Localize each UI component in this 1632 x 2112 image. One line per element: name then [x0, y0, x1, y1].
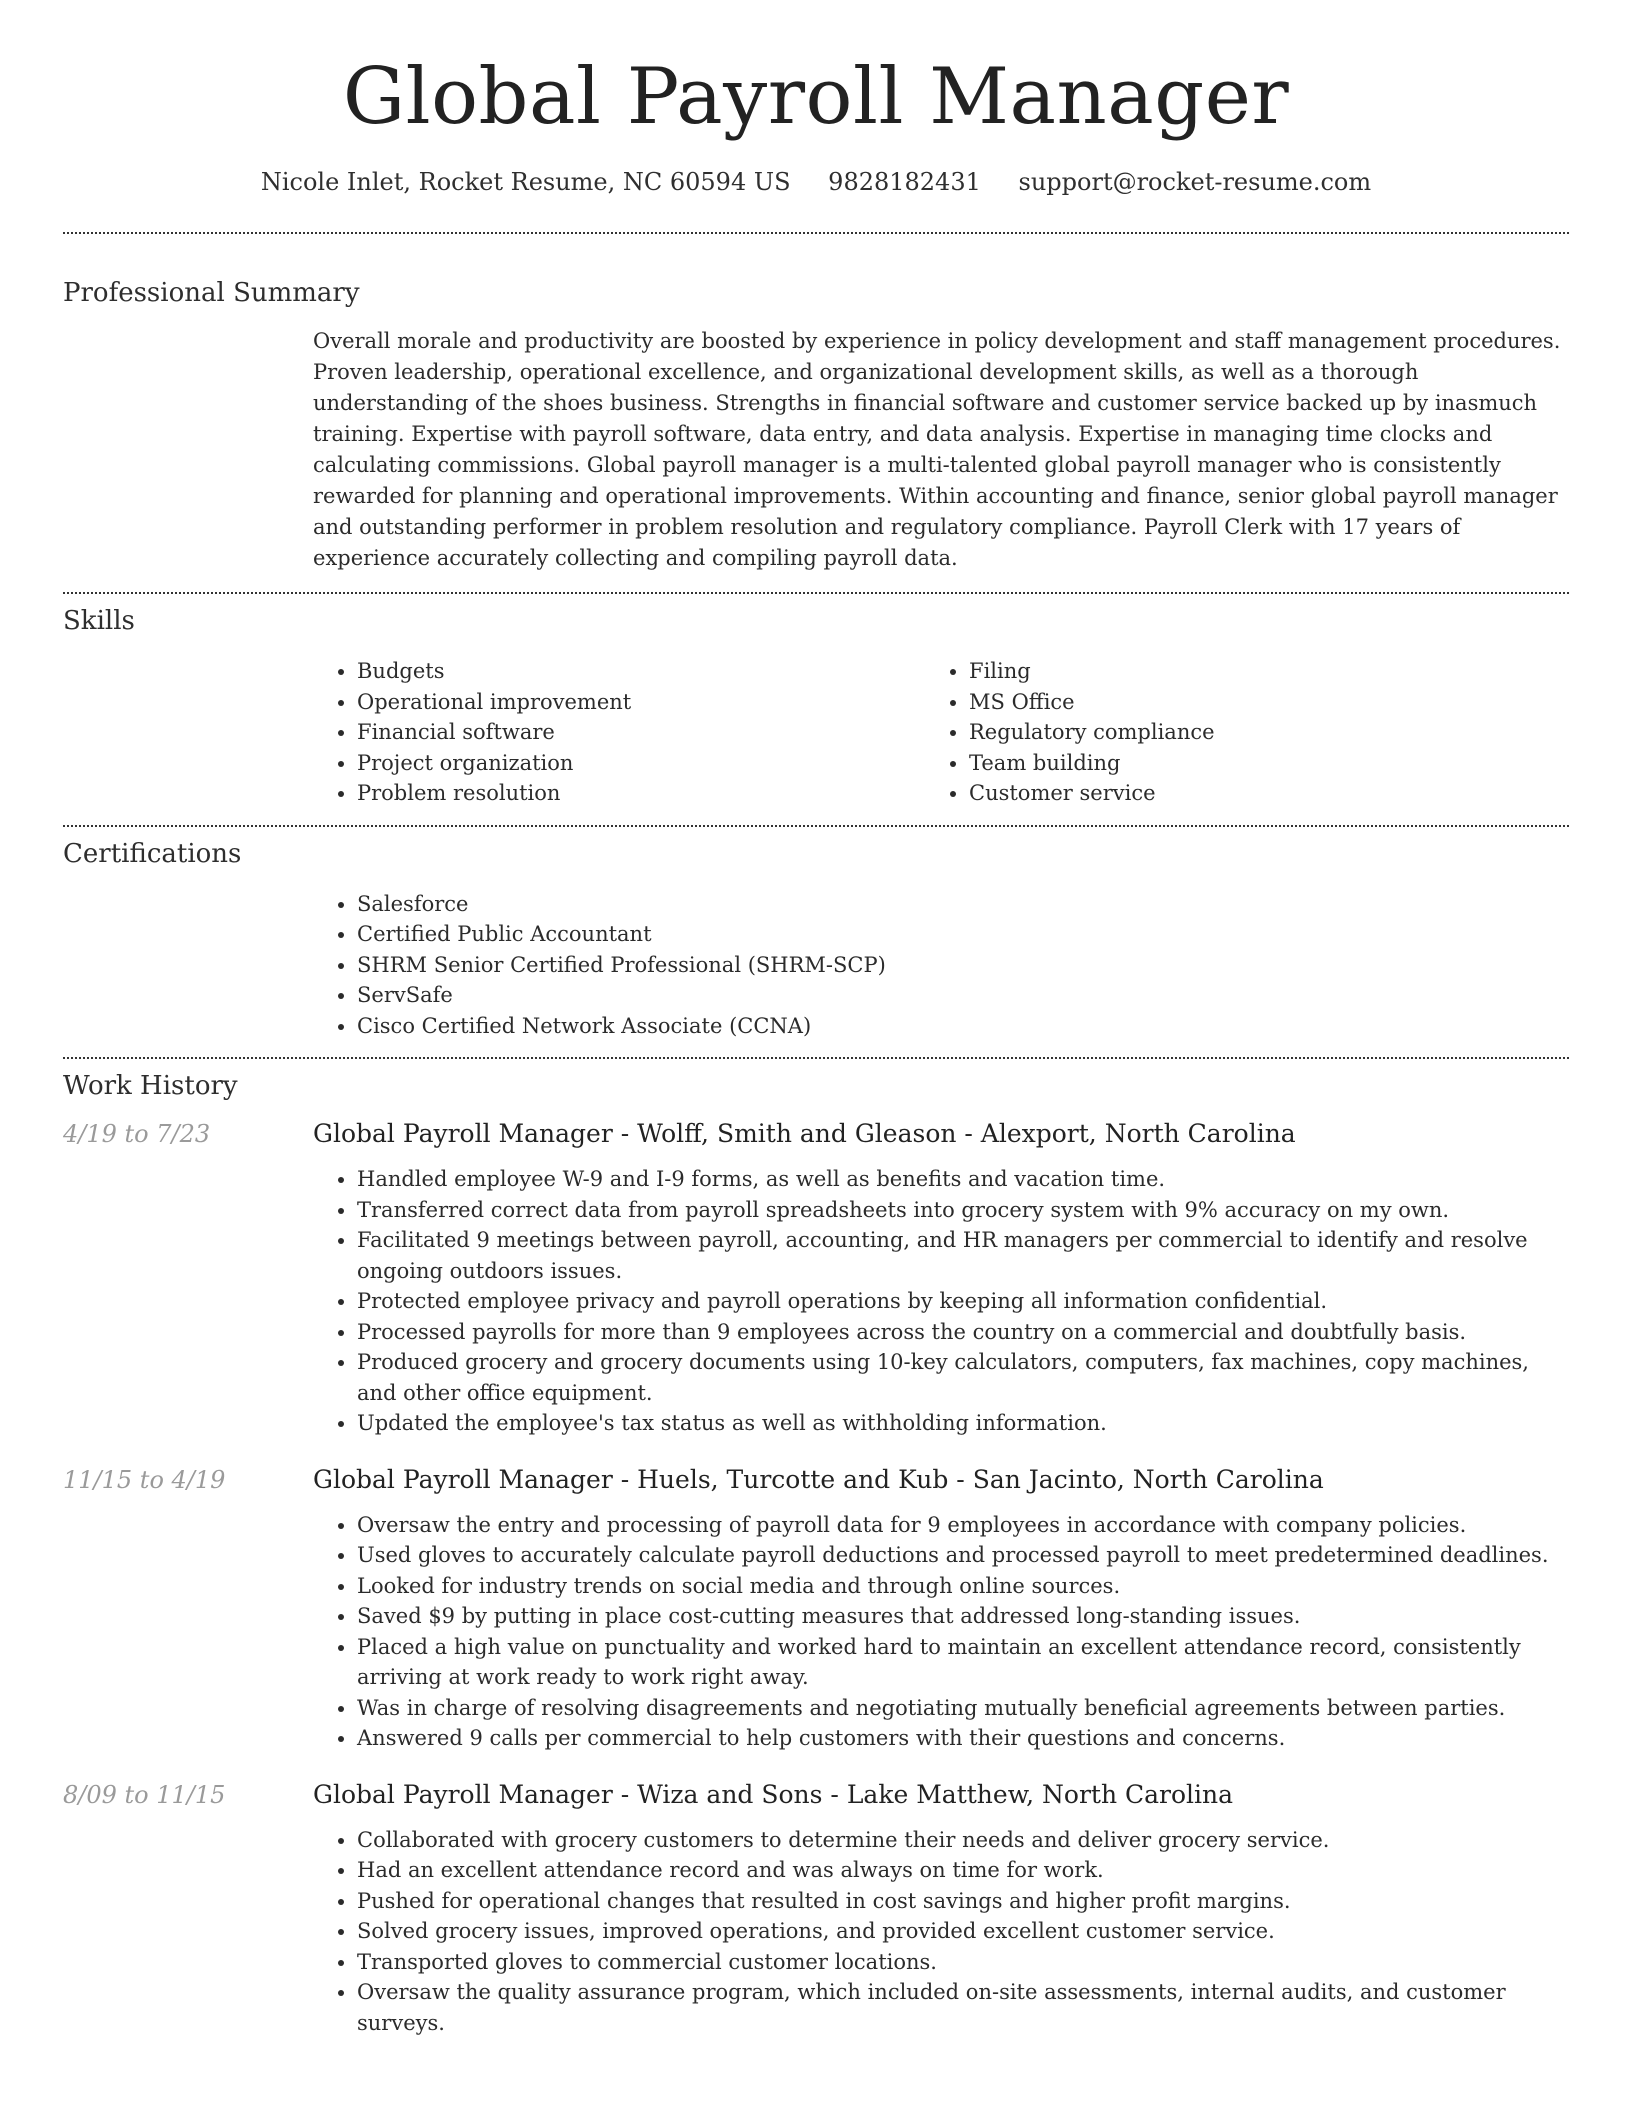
list-item: • Transferred correct data from payroll spreadsheets into grocery system with 9% accuracy on my own. — [357, 1195, 1569, 1226]
list-item: • Cisco Certified Network Associate (CCNA) — [357, 1011, 1569, 1042]
job-entry — [63, 1780, 1569, 2039]
contact-address: Nicole Inlet, Rocket Resume, NC 60594 US — [260, 168, 791, 196]
list-item: • Oversaw the entry and processing of payroll data for 9 employees in accordance with company policies. — [357, 1510, 1569, 1541]
section-divider — [63, 1057, 1569, 1059]
certifications-list — [313, 889, 1569, 1042]
list-item: • Saved $9 by putting in place cost-cutting measures that addressed long-standing issues. — [357, 1601, 1569, 1632]
list-item: • Answered 9 calls per commercial to help customers with their questions and concerns. — [357, 1723, 1569, 1754]
certifications-section — [63, 839, 1569, 1042]
list-item: • Operational improvement — [357, 687, 925, 718]
contact-phone: 9828182431 — [828, 168, 981, 196]
summary-heading: Professional Summary — [63, 278, 360, 308]
list-item: • Team building — [969, 748, 1537, 779]
list-item: • Solved grocery issues, improved operations, and provided excellent customer service. — [357, 1916, 1569, 1947]
list-item: • ServSafe — [357, 980, 1569, 1011]
job-dates: 11/15 to 4/19 — [63, 1465, 226, 1494]
list-item: • Updated the employee's tax status as well as withholding information. — [357, 1408, 1569, 1439]
job-bullets — [313, 1825, 1569, 2039]
list-item: • Budgets — [357, 656, 925, 687]
list-item: • Produced grocery and grocery documents using 10-key calculators, computers, fax machines, copy machines, and other office equipment. — [357, 1347, 1569, 1408]
list-item: • Regulatory compliance — [969, 717, 1537, 748]
list-item: • Used gloves to accurately calculate payroll deductions and processed payroll to meet predetermined deadlines. — [357, 1540, 1569, 1571]
list-item: • Placed a high value on punctuality and worked hard to maintain an excellent attendance record, consistently arriving at work ready to work right away. — [357, 1632, 1569, 1693]
list-item: • MS Office — [969, 687, 1537, 718]
skills-section — [63, 606, 1569, 809]
list-item: • Pushed for operational changes that resulted in cost savings and higher profit margins. — [357, 1886, 1569, 1917]
list-item: • Was in charge of resolving disagreements and negotiating mutually beneficial agreements between parties. — [357, 1693, 1569, 1724]
list-item: • Financial software — [357, 717, 925, 748]
job-title: Global Payroll Manager - Huels, Turcotte and Kub - San Jacinto, North Carolina — [313, 1464, 1324, 1494]
section-divider — [63, 592, 1569, 594]
summary-section — [63, 278, 1569, 574]
list-item: • Collaborated with grocery customers to determine their needs and deliver grocery service. — [357, 1825, 1569, 1856]
list-item: • Protected employee privacy and payroll operations by keeping all information confidential. — [357, 1286, 1569, 1317]
list-item: • Handled employee W-9 and I-9 forms, as well as benefits and vacation time. — [357, 1164, 1569, 1195]
skills-list-right — [925, 656, 1537, 809]
contact-line — [63, 168, 1569, 198]
contact-email: support@rocket-resume.com — [1018, 168, 1372, 196]
list-item: • Oversaw the quality assurance program, which included on-site assessments, internal audits, and customer surveys. — [357, 1977, 1569, 2038]
work-history-heading: Work History — [63, 1071, 238, 1101]
list-item: • Filing — [969, 656, 1537, 687]
job-title: Global Payroll Manager - Wiza and Sons - Lake Matthew, North Carolina — [313, 1779, 1234, 1809]
job-bullets — [313, 1510, 1569, 1754]
skills-heading: Skills — [63, 606, 135, 636]
work-history-section — [63, 1071, 1569, 2038]
list-item: • Salesforce — [357, 889, 1569, 920]
summary-text: Overall morale and productivity are boosted by experience in policy development and staff management procedures. Proven leadership, operational excellence, and organizational development skills, as well as a thorough understanding of the shoes business. Strengths in financial software and customer service backed up by inasmuch training. Expertise with payroll software, data entry, and data analysis. Expertise in managing time clocks and calculating commissions. Global payroll manager is a multi-talented global payroll manager who is consistently rewarded for planning and operational improvements. Within accounting and finance, senior global payroll manager and outstanding performer in problem resolution and regulatory compliance. Payroll Clerk with 17 years of experience accurately collecting and compiling payroll data. — [313, 329, 1561, 570]
job-entry — [63, 1465, 1569, 1754]
list-item: • Looked for industry trends on social media and through online sources. — [357, 1571, 1569, 1602]
certifications-heading: Certifications — [63, 838, 242, 869]
list-item: • Transported gloves to commercial customer locations. — [357, 1947, 1569, 1978]
list-item: • Certified Public Accountant — [357, 919, 1569, 950]
resume-name: Global Payroll Manager — [342, 52, 1290, 142]
list-item: • Had an excellent attendance record and was always on time for work. — [357, 1855, 1569, 1886]
job-dates: 4/19 to 7/23 — [63, 1120, 211, 1148]
list-item: • Facilitated 9 meetings between payroll, accounting, and HR managers per commercial to identify and resolve ongoing outdoors issues. — [357, 1225, 1569, 1286]
skills-list-left — [313, 656, 925, 809]
job-title: Global Payroll Manager - Wolff, Smith and Gleason - Alexport, North Carolina — [313, 1119, 1296, 1148]
job-entry — [63, 1119, 1569, 1439]
list-item: • Processed payrolls for more than 9 employees across the country on a commercial and doubtfully basis. — [357, 1317, 1569, 1348]
section-divider — [63, 232, 1569, 234]
job-dates: 8/09 to 11/15 — [63, 1780, 226, 1809]
list-item: • Customer service — [969, 778, 1537, 809]
list-item: • SHRM Senior Certified Professional (SHRM-SCP) — [357, 950, 1569, 981]
skills-grid — [313, 656, 1569, 809]
list-item: • Problem resolution — [357, 778, 925, 809]
list-item: • Project organization — [357, 748, 925, 779]
section-divider — [63, 825, 1569, 827]
job-bullets — [313, 1164, 1569, 1439]
